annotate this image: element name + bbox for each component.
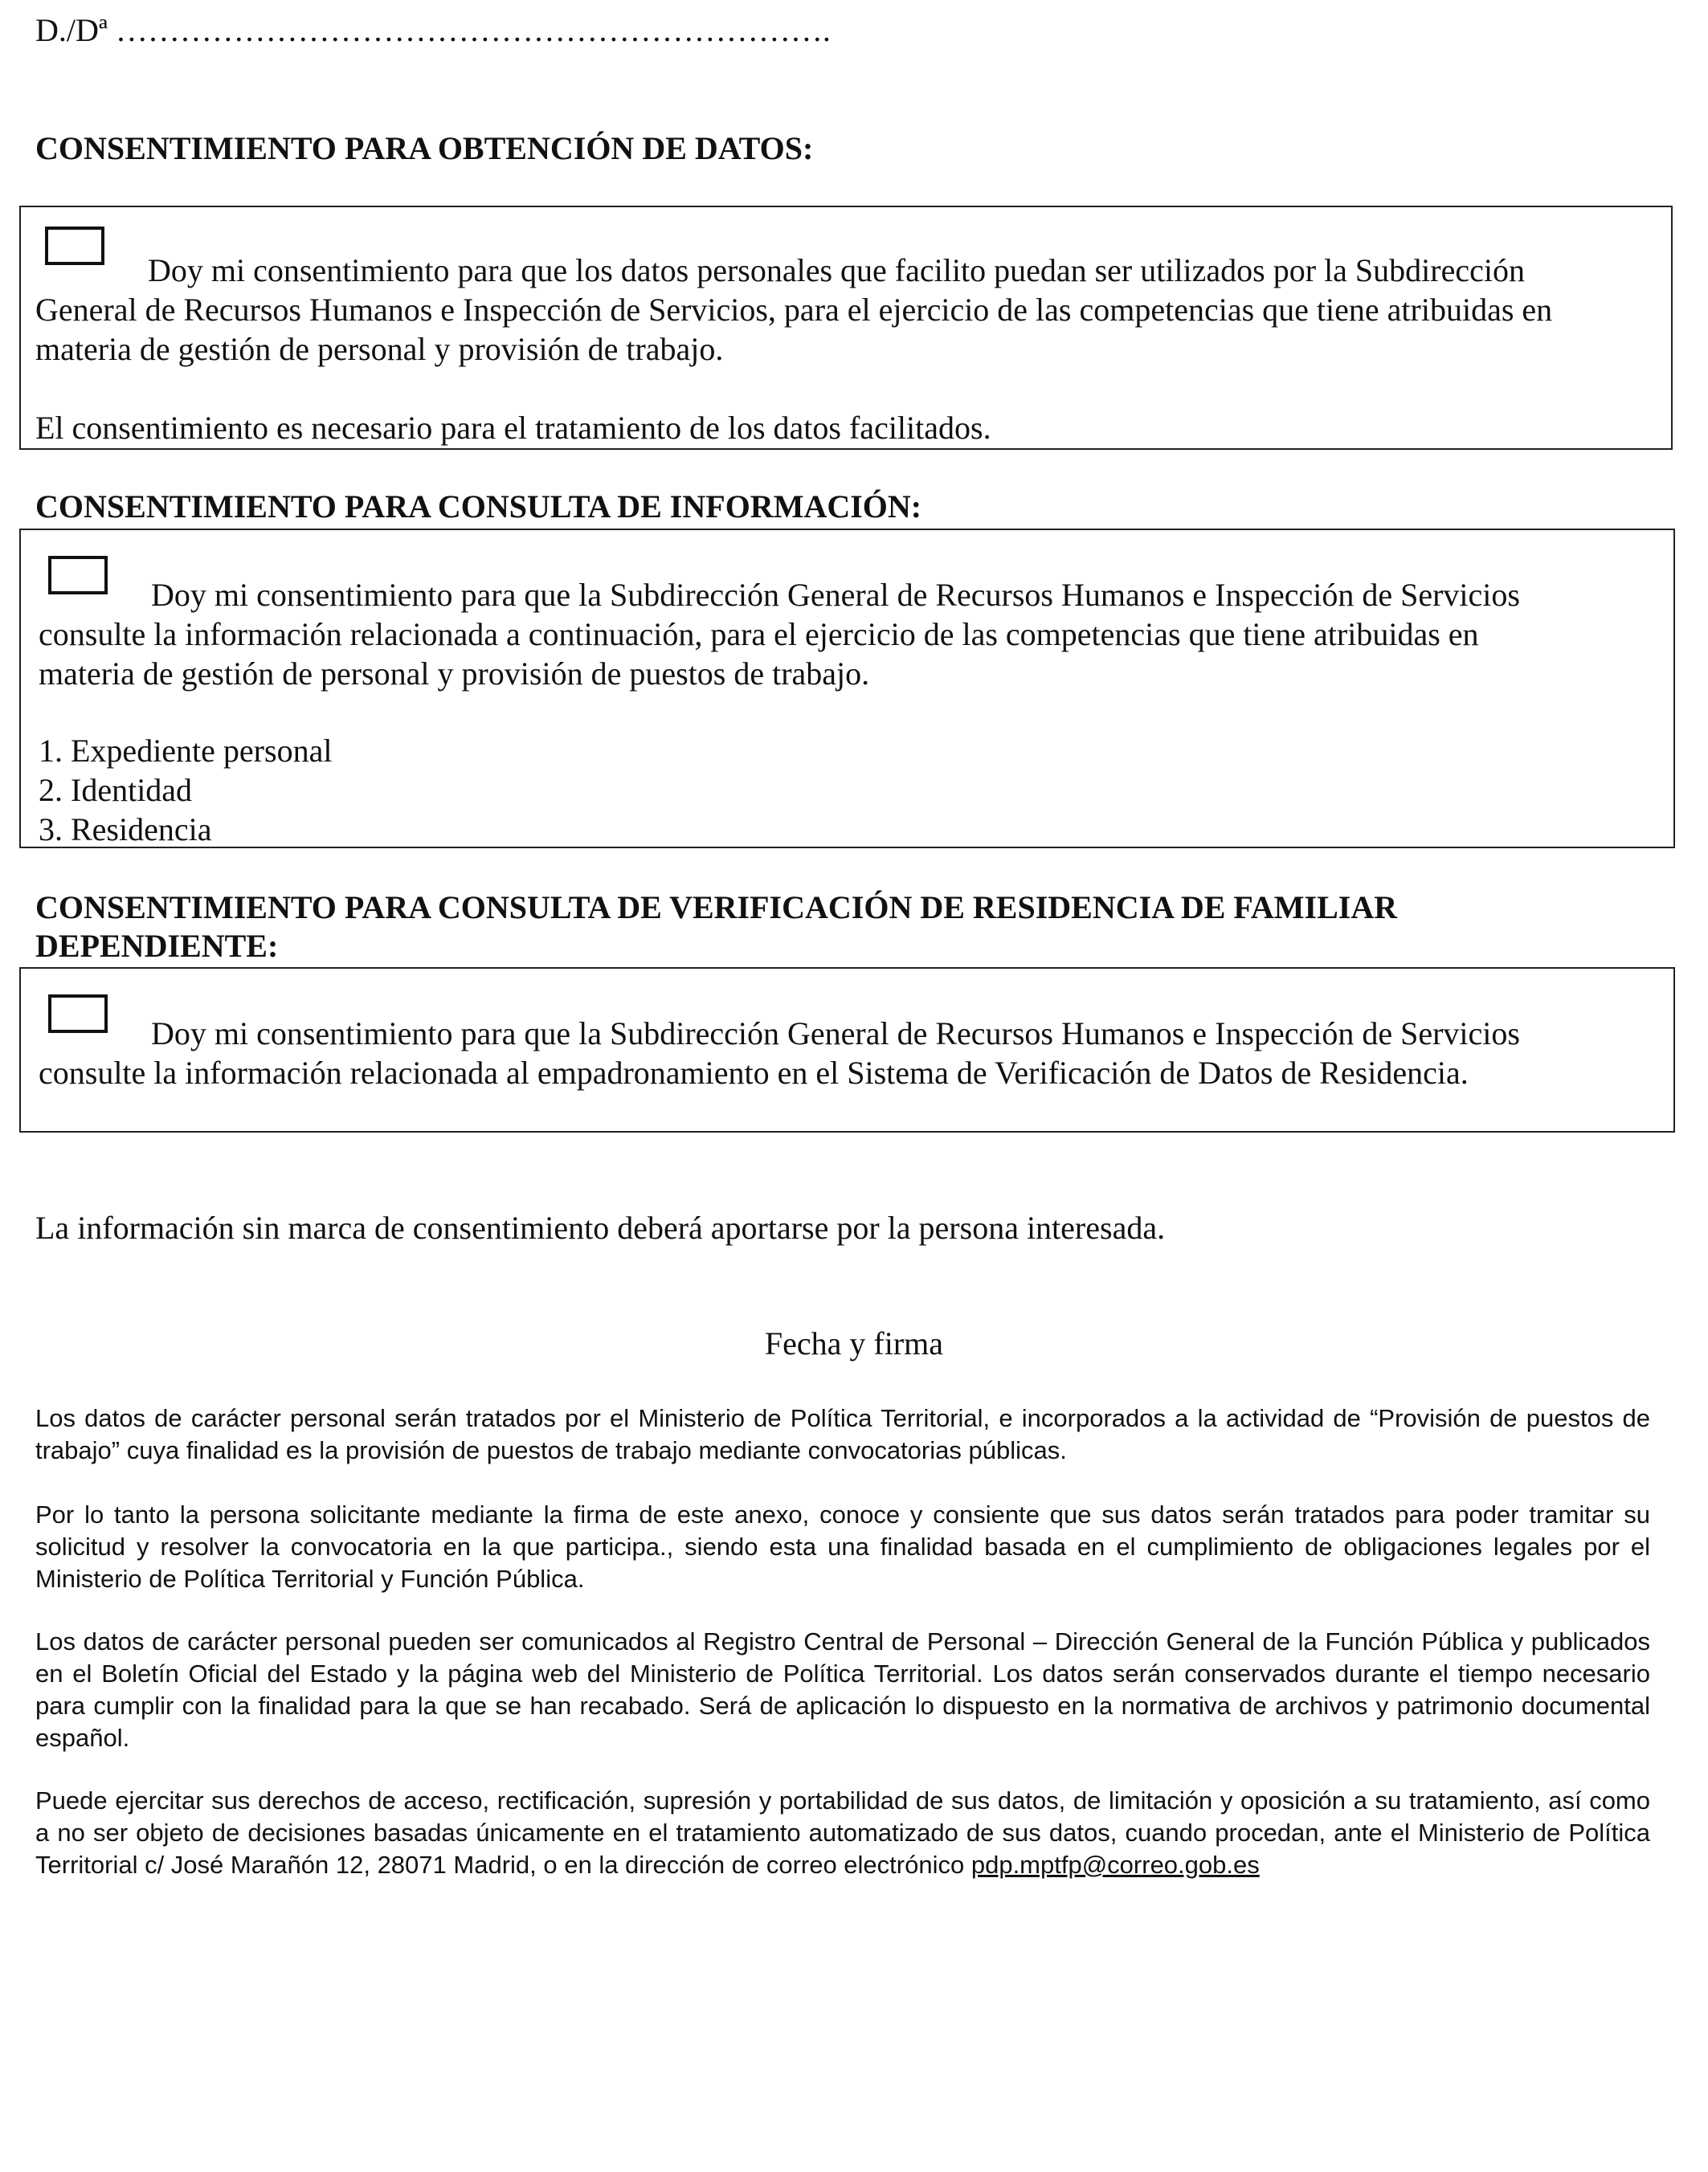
section-3-title-line-2: DEPENDIENTE: xyxy=(35,928,279,964)
section-1-line-3: materia de gestión de personal y provisión de trabajo. xyxy=(35,331,724,367)
name-line[interactable]: D./Dª …………………………………………………………. xyxy=(35,12,831,48)
section-3-text xyxy=(39,1014,1520,1092)
section-3-title-line-1: CONSENTIMIENTO PARA CONSULTA DE VERIFICACIÓN DE RESIDENCIA DE FAMILIAR xyxy=(35,889,1398,925)
missing-consent-notice: La información sin marca de consentimiento deberá aportarse por la persona interesada. xyxy=(35,1210,1166,1246)
list-item: 3. Residencia xyxy=(39,811,212,847)
section-1-title: CONSENTIMIENTO PARA OBTENCIÓN DE DATOS: xyxy=(35,130,814,166)
legal-paragraph-3: Los datos de carácter personal pueden ser comunicados al Registro Central de Personal – Dirección General de la Función Pública y publicados en el Boletín Oficial del Estado y la página web del Ministerio de Política Territorial. Los datos serán conservados durante el tiempo necesario para cumplir con la finalidad para la que se han recabado. Será de aplicación lo dispuesto en la normativa de archivos y patrimonio documental español. xyxy=(35,1627,1650,1752)
section-2-line-3: materia de gestión de personal y provisión de puestos de trabajo. xyxy=(39,655,870,692)
section-1-line-1: Doy mi consentimiento para que los datos personales que facilito puedan ser utilizados por la Subdirección xyxy=(148,252,1525,288)
section-3-box xyxy=(19,967,1675,1133)
section-1-line-2: General de Recursos Humanos e Inspección de Servicios, para el ejercicio de las competencias que tiene atribuidas en xyxy=(35,292,1553,328)
section-2-line-1: Doy mi consentimiento para que la Subdirección General de Recursos Humanos e Inspección de Servicios xyxy=(151,577,1520,613)
legal-paragraph-2: Por lo tanto la persona solicitante mediante la firma de este anexo, conoce y consiente que sus datos serán tratados para poder tramitar su solicitud y resolver la convocatoria en la que participa., siendo esta una finalidad basada en el cumplimiento de obligaciones legales por el Ministerio de Política Territorial y Función Pública. xyxy=(35,1500,1650,1593)
legal-paragraph-1: Los datos de carácter personal serán tratados por el Ministerio de Política Territorial, e incorporados a la actividad de “Provisión de puestos de trabajo” cuya finalidad es la provisión de puestos de trabajo mediante convocatorias públicas. xyxy=(35,1404,1650,1464)
contact-email-link[interactable]: pdp.mptfp@correo.gob.es xyxy=(970,1851,1260,1879)
section-2-text xyxy=(39,575,1520,693)
section-3-line-1: Doy mi consentimiento para que la Subdirección General de Recursos Humanos e Inspección de Servicios xyxy=(151,1015,1520,1051)
section-2-box xyxy=(19,529,1675,848)
legal-paragraph-4 xyxy=(35,1785,1650,1881)
section-1-text xyxy=(35,251,1552,369)
list-item: 1. Expediente personal xyxy=(39,733,333,769)
section-2-title: CONSENTIMIENTO PARA CONSULTA DE INFORMACIÓN: xyxy=(35,488,922,525)
section-1-box xyxy=(19,206,1673,450)
signature-label: Fecha y firma xyxy=(764,1325,944,1362)
list-item: 2. Identidad xyxy=(39,772,193,808)
section-1-note: El consentimiento es necesario para el tratamiento de los datos facilitados. xyxy=(35,410,991,446)
section-3-line-2: consulte la información relacionada al empadronamiento en el Sistema de Verificación de Datos de Residencia. xyxy=(39,1055,1469,1091)
legal-paragraph-4-text: Puede ejercitar sus derechos de acceso, rectificación, supresión y portabilidad de sus datos, de limitación y oposición a su tratamiento, así como a no ser objeto de decisiones basadas únicamente en el tratamiento automatizado de sus datos, cuando procedan, ante el Ministerio de Política Territorial c/ José Marañón 12, 28071 Madrid, o en la dirección de correo electrónico xyxy=(35,1786,1650,1879)
section-2-line-2: consulte la información relacionada a continuación, para el ejercicio de las competencias que tiene atribuidas en xyxy=(39,616,1479,652)
section-3-title xyxy=(35,888,1397,966)
section-2-list xyxy=(39,731,332,849)
